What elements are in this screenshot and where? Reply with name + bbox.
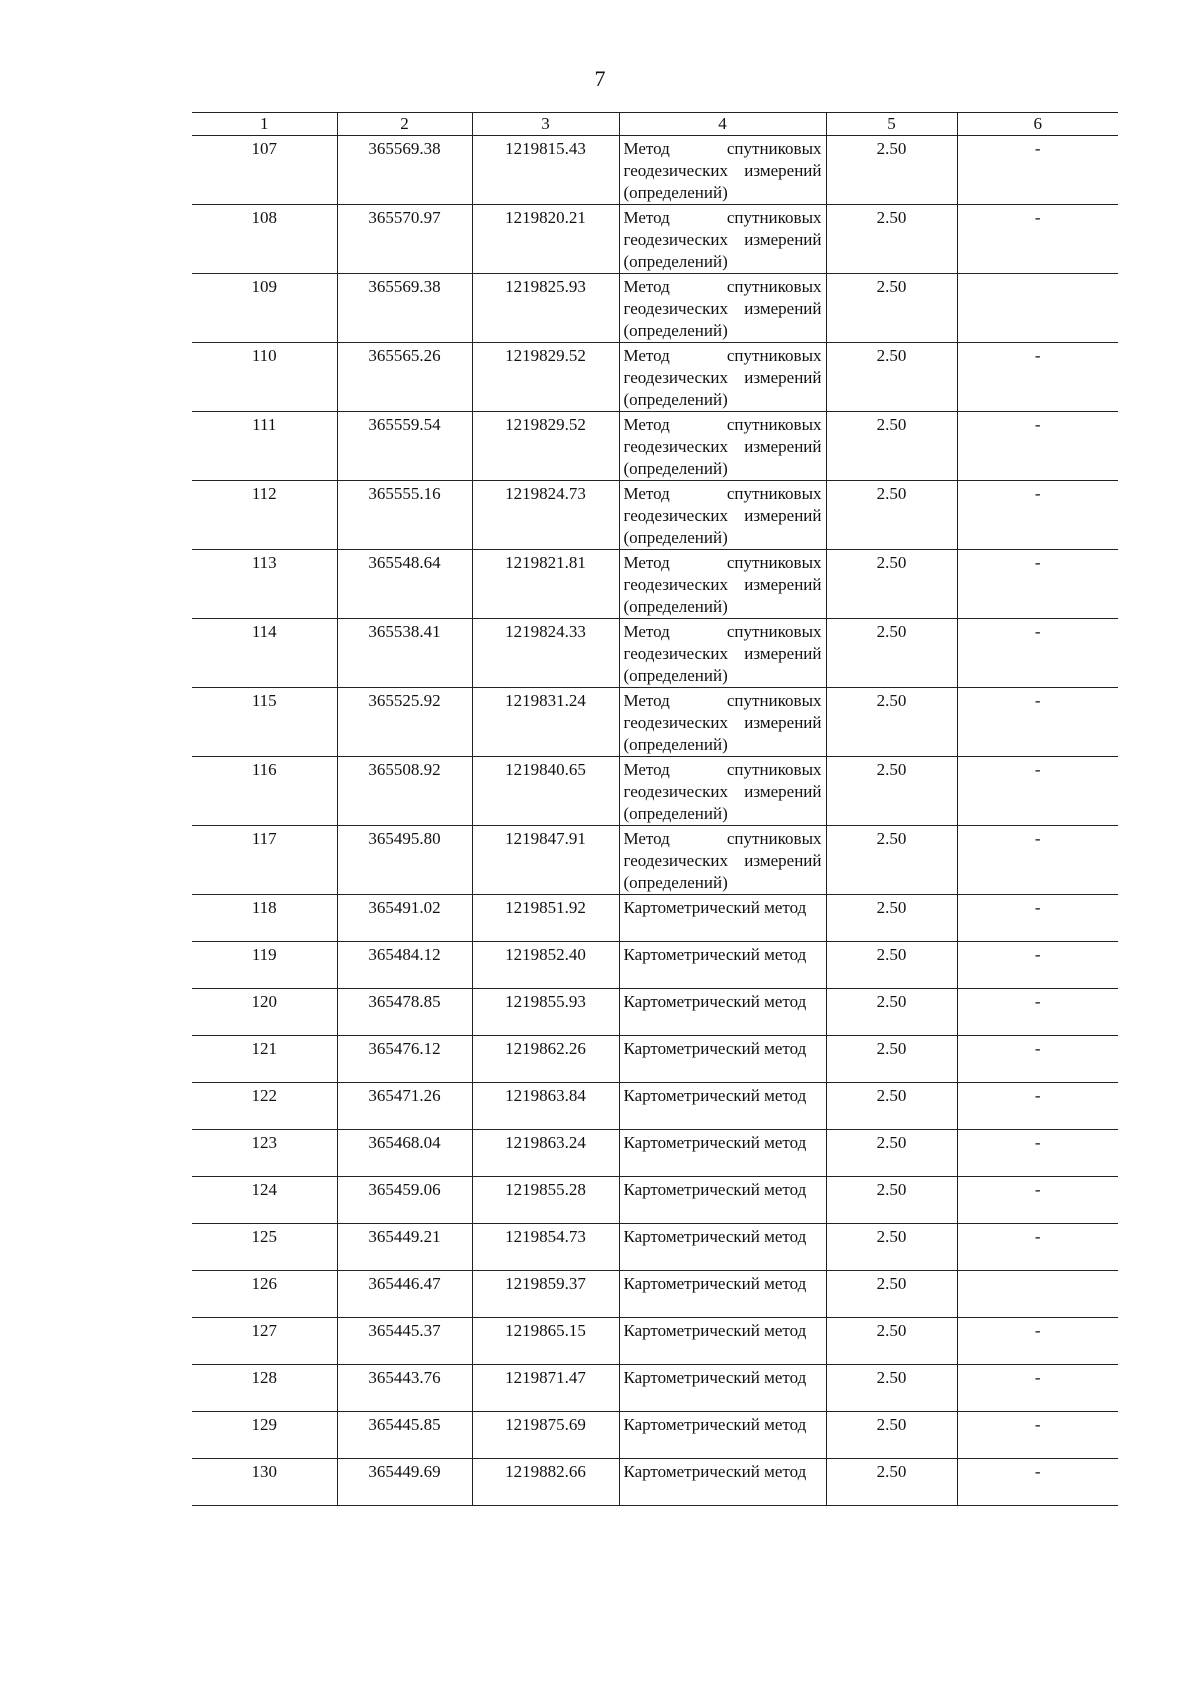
- table-row: [192, 1365, 1118, 1412]
- accuracy-cell: 2.50: [826, 826, 957, 895]
- y-coordinate-cell: 1219863.24: [472, 1130, 619, 1177]
- note-cell: -: [957, 826, 1118, 895]
- x-coordinate-cell: 365459.06: [337, 1177, 472, 1224]
- accuracy-cell: 2.50: [826, 989, 957, 1036]
- x-coordinate-cell: 365538.41: [337, 619, 472, 688]
- method-cell: Метод спутниковых геодезических измерений (определений): [619, 619, 826, 688]
- x-coordinate-cell: 365476.12: [337, 1036, 472, 1083]
- table-row: [192, 1036, 1118, 1083]
- table-row: [192, 550, 1118, 619]
- x-coordinate-cell: 365445.37: [337, 1318, 472, 1365]
- y-coordinate-cell: 1219847.91: [472, 826, 619, 895]
- y-coordinate-cell: 1219882.66: [472, 1459, 619, 1506]
- method-cell: Картометрический метод: [619, 895, 826, 942]
- x-coordinate-cell: 365555.16: [337, 481, 472, 550]
- method-cell: Картометрический метод: [619, 942, 826, 989]
- method-cell: Картометрический метод: [619, 1083, 826, 1130]
- column-header: 1: [192, 113, 337, 136]
- x-coordinate-cell: 365565.26: [337, 343, 472, 412]
- point-number-cell: 122: [192, 1083, 337, 1130]
- accuracy-cell: 2.50: [826, 274, 957, 343]
- method-cell: Картометрический метод: [619, 1365, 826, 1412]
- table-row: [192, 688, 1118, 757]
- point-number-cell: 113: [192, 550, 337, 619]
- table-row: [192, 1318, 1118, 1365]
- method-cell: Метод спутниковых геодезических измерений (определений): [619, 550, 826, 619]
- method-cell: Метод спутниковых геодезических измерений (определений): [619, 205, 826, 274]
- y-coordinate-cell: 1219825.93: [472, 274, 619, 343]
- table-row: [192, 412, 1118, 481]
- page-number: 7: [594, 66, 606, 91]
- y-coordinate-cell: 1219859.37: [472, 1271, 619, 1318]
- point-number-cell: 127: [192, 1318, 337, 1365]
- accuracy-cell: 2.50: [826, 1083, 957, 1130]
- x-coordinate-cell: 365559.54: [337, 412, 472, 481]
- note-cell: -: [957, 1083, 1118, 1130]
- accuracy-cell: 2.50: [826, 688, 957, 757]
- method-cell: Картометрический метод: [619, 1459, 826, 1506]
- method-cell: Метод спутниковых геодезических измерений (определений): [619, 343, 826, 412]
- point-number-cell: 118: [192, 895, 337, 942]
- point-number-cell: 111: [192, 412, 337, 481]
- table-row: [192, 136, 1118, 205]
- note-cell: -: [957, 757, 1118, 826]
- x-coordinate-cell: 365548.64: [337, 550, 472, 619]
- accuracy-cell: 2.50: [826, 1224, 957, 1271]
- x-coordinate-cell: 365449.69: [337, 1459, 472, 1506]
- y-coordinate-cell: 1219831.24: [472, 688, 619, 757]
- x-coordinate-cell: 365495.80: [337, 826, 472, 895]
- y-coordinate-cell: 1219865.15: [472, 1318, 619, 1365]
- y-coordinate-cell: 1219829.52: [472, 412, 619, 481]
- method-cell: Картометрический метод: [619, 1177, 826, 1224]
- table-row: [192, 481, 1118, 550]
- note-cell: -: [957, 1365, 1118, 1412]
- accuracy-cell: 2.50: [826, 757, 957, 826]
- point-number-cell: 130: [192, 1459, 337, 1506]
- table-row: [192, 343, 1118, 412]
- note-cell: -: [957, 136, 1118, 205]
- y-coordinate-cell: 1219871.47: [472, 1365, 619, 1412]
- table-row: [192, 205, 1118, 274]
- method-cell: Картометрический метод: [619, 1224, 826, 1271]
- column-header: 2: [337, 113, 472, 136]
- point-number-cell: 120: [192, 989, 337, 1036]
- accuracy-cell: 2.50: [826, 550, 957, 619]
- y-coordinate-cell: 1219829.52: [472, 343, 619, 412]
- note-cell: -: [957, 688, 1118, 757]
- note-cell: -: [957, 1177, 1118, 1224]
- method-cell: Картометрический метод: [619, 989, 826, 1036]
- x-coordinate-cell: 365445.85: [337, 1412, 472, 1459]
- accuracy-cell: 2.50: [826, 1365, 957, 1412]
- y-coordinate-cell: 1219821.81: [472, 550, 619, 619]
- point-number-cell: 129: [192, 1412, 337, 1459]
- accuracy-cell: 2.50: [826, 343, 957, 412]
- point-number-cell: 124: [192, 1177, 337, 1224]
- note-cell: -: [957, 1036, 1118, 1083]
- note-cell: -: [957, 942, 1118, 989]
- x-coordinate-cell: 365471.26: [337, 1083, 472, 1130]
- note-cell: -: [957, 1459, 1118, 1506]
- x-coordinate-cell: 365446.47: [337, 1271, 472, 1318]
- point-number-cell: 123: [192, 1130, 337, 1177]
- y-coordinate-cell: 1219852.40: [472, 942, 619, 989]
- table-header-row: [192, 113, 1118, 136]
- accuracy-cell: 2.50: [826, 136, 957, 205]
- accuracy-cell: 2.50: [826, 1271, 957, 1318]
- accuracy-cell: 2.50: [826, 619, 957, 688]
- table-row: [192, 826, 1118, 895]
- method-cell: Метод спутниковых геодезических измерений (определений): [619, 688, 826, 757]
- table-row: [192, 1130, 1118, 1177]
- point-number-cell: 121: [192, 1036, 337, 1083]
- note-cell: -: [957, 1130, 1118, 1177]
- accuracy-cell: 2.50: [826, 895, 957, 942]
- accuracy-cell: 2.50: [826, 481, 957, 550]
- y-coordinate-cell: 1219862.26: [472, 1036, 619, 1083]
- point-number-cell: 107: [192, 136, 337, 205]
- table-row: [192, 1271, 1118, 1318]
- method-cell: Метод спутниковых геодезических измерений (определений): [619, 412, 826, 481]
- note-cell: -: [957, 895, 1118, 942]
- table-row: [192, 274, 1118, 343]
- note-cell: -: [957, 205, 1118, 274]
- table-row: [192, 1224, 1118, 1271]
- x-coordinate-cell: 365569.38: [337, 136, 472, 205]
- table-row: [192, 895, 1118, 942]
- point-number-cell: 117: [192, 826, 337, 895]
- method-cell: Метод спутниковых геодезических измерений (определений): [619, 274, 826, 343]
- method-cell: Метод спутниковых геодезических измерений (определений): [619, 481, 826, 550]
- table-row: [192, 619, 1118, 688]
- x-coordinate-cell: 365443.76: [337, 1365, 472, 1412]
- y-coordinate-cell: 1219815.43: [472, 136, 619, 205]
- method-cell: Картометрический метод: [619, 1412, 826, 1459]
- method-cell: Метод спутниковых геодезических измерений (определений): [619, 757, 826, 826]
- point-number-cell: 114: [192, 619, 337, 688]
- method-cell: Картометрический метод: [619, 1036, 826, 1083]
- method-cell: Метод спутниковых геодезических измерений (определений): [619, 136, 826, 205]
- note-cell: -: [957, 1318, 1118, 1365]
- y-coordinate-cell: 1219840.65: [472, 757, 619, 826]
- point-number-cell: 112: [192, 481, 337, 550]
- x-coordinate-cell: 365468.04: [337, 1130, 472, 1177]
- column-header: 4: [619, 113, 826, 136]
- x-coordinate-cell: 365478.85: [337, 989, 472, 1036]
- column-header: 3: [472, 113, 619, 136]
- table-row: [192, 1412, 1118, 1459]
- point-number-cell: 108: [192, 205, 337, 274]
- x-coordinate-cell: 365570.97: [337, 205, 472, 274]
- table-row: [192, 1177, 1118, 1224]
- accuracy-cell: 2.50: [826, 1130, 957, 1177]
- y-coordinate-cell: 1219854.73: [472, 1224, 619, 1271]
- x-coordinate-cell: 365449.21: [337, 1224, 472, 1271]
- accuracy-cell: 2.50: [826, 1412, 957, 1459]
- note-cell: [957, 274, 1118, 343]
- note-cell: [957, 1271, 1118, 1318]
- y-coordinate-cell: 1219855.28: [472, 1177, 619, 1224]
- y-coordinate-cell: 1219863.84: [472, 1083, 619, 1130]
- point-number-cell: 109: [192, 274, 337, 343]
- point-number-cell: 116: [192, 757, 337, 826]
- x-coordinate-cell: 365484.12: [337, 942, 472, 989]
- note-cell: -: [957, 343, 1118, 412]
- x-coordinate-cell: 365491.02: [337, 895, 472, 942]
- note-cell: -: [957, 1224, 1118, 1271]
- table-row: [192, 989, 1118, 1036]
- y-coordinate-cell: 1219824.33: [472, 619, 619, 688]
- y-coordinate-cell: 1219851.92: [472, 895, 619, 942]
- y-coordinate-cell: 1219820.21: [472, 205, 619, 274]
- point-number-cell: 119: [192, 942, 337, 989]
- method-cell: Картометрический метод: [619, 1130, 826, 1177]
- note-cell: -: [957, 989, 1118, 1036]
- coordinates-table: [192, 112, 1118, 1506]
- method-cell: Метод спутниковых геодезических измерений (определений): [619, 826, 826, 895]
- accuracy-cell: 2.50: [826, 205, 957, 274]
- x-coordinate-cell: 365508.92: [337, 757, 472, 826]
- accuracy-cell: 2.50: [826, 1318, 957, 1365]
- point-number-cell: 110: [192, 343, 337, 412]
- note-cell: -: [957, 550, 1118, 619]
- table-row: [192, 1083, 1118, 1130]
- accuracy-cell: 2.50: [826, 1459, 957, 1506]
- method-cell: Картометрический метод: [619, 1271, 826, 1318]
- column-header: 5: [826, 113, 957, 136]
- y-coordinate-cell: 1219875.69: [472, 1412, 619, 1459]
- accuracy-cell: 2.50: [826, 942, 957, 989]
- note-cell: -: [957, 412, 1118, 481]
- note-cell: -: [957, 481, 1118, 550]
- x-coordinate-cell: 365525.92: [337, 688, 472, 757]
- table-row: [192, 1459, 1118, 1506]
- table-row: [192, 757, 1118, 826]
- point-number-cell: 126: [192, 1271, 337, 1318]
- accuracy-cell: 2.50: [826, 1036, 957, 1083]
- point-number-cell: 125: [192, 1224, 337, 1271]
- note-cell: -: [957, 1412, 1118, 1459]
- x-coordinate-cell: 365569.38: [337, 274, 472, 343]
- note-cell: -: [957, 619, 1118, 688]
- table-row: [192, 942, 1118, 989]
- method-cell: Картометрический метод: [619, 1318, 826, 1365]
- y-coordinate-cell: 1219824.73: [472, 481, 619, 550]
- point-number-cell: 115: [192, 688, 337, 757]
- y-coordinate-cell: 1219855.93: [472, 989, 619, 1036]
- point-number-cell: 128: [192, 1365, 337, 1412]
- accuracy-cell: 2.50: [826, 412, 957, 481]
- accuracy-cell: 2.50: [826, 1177, 957, 1224]
- table-body: [192, 136, 1118, 1506]
- column-header: 6: [957, 113, 1118, 136]
